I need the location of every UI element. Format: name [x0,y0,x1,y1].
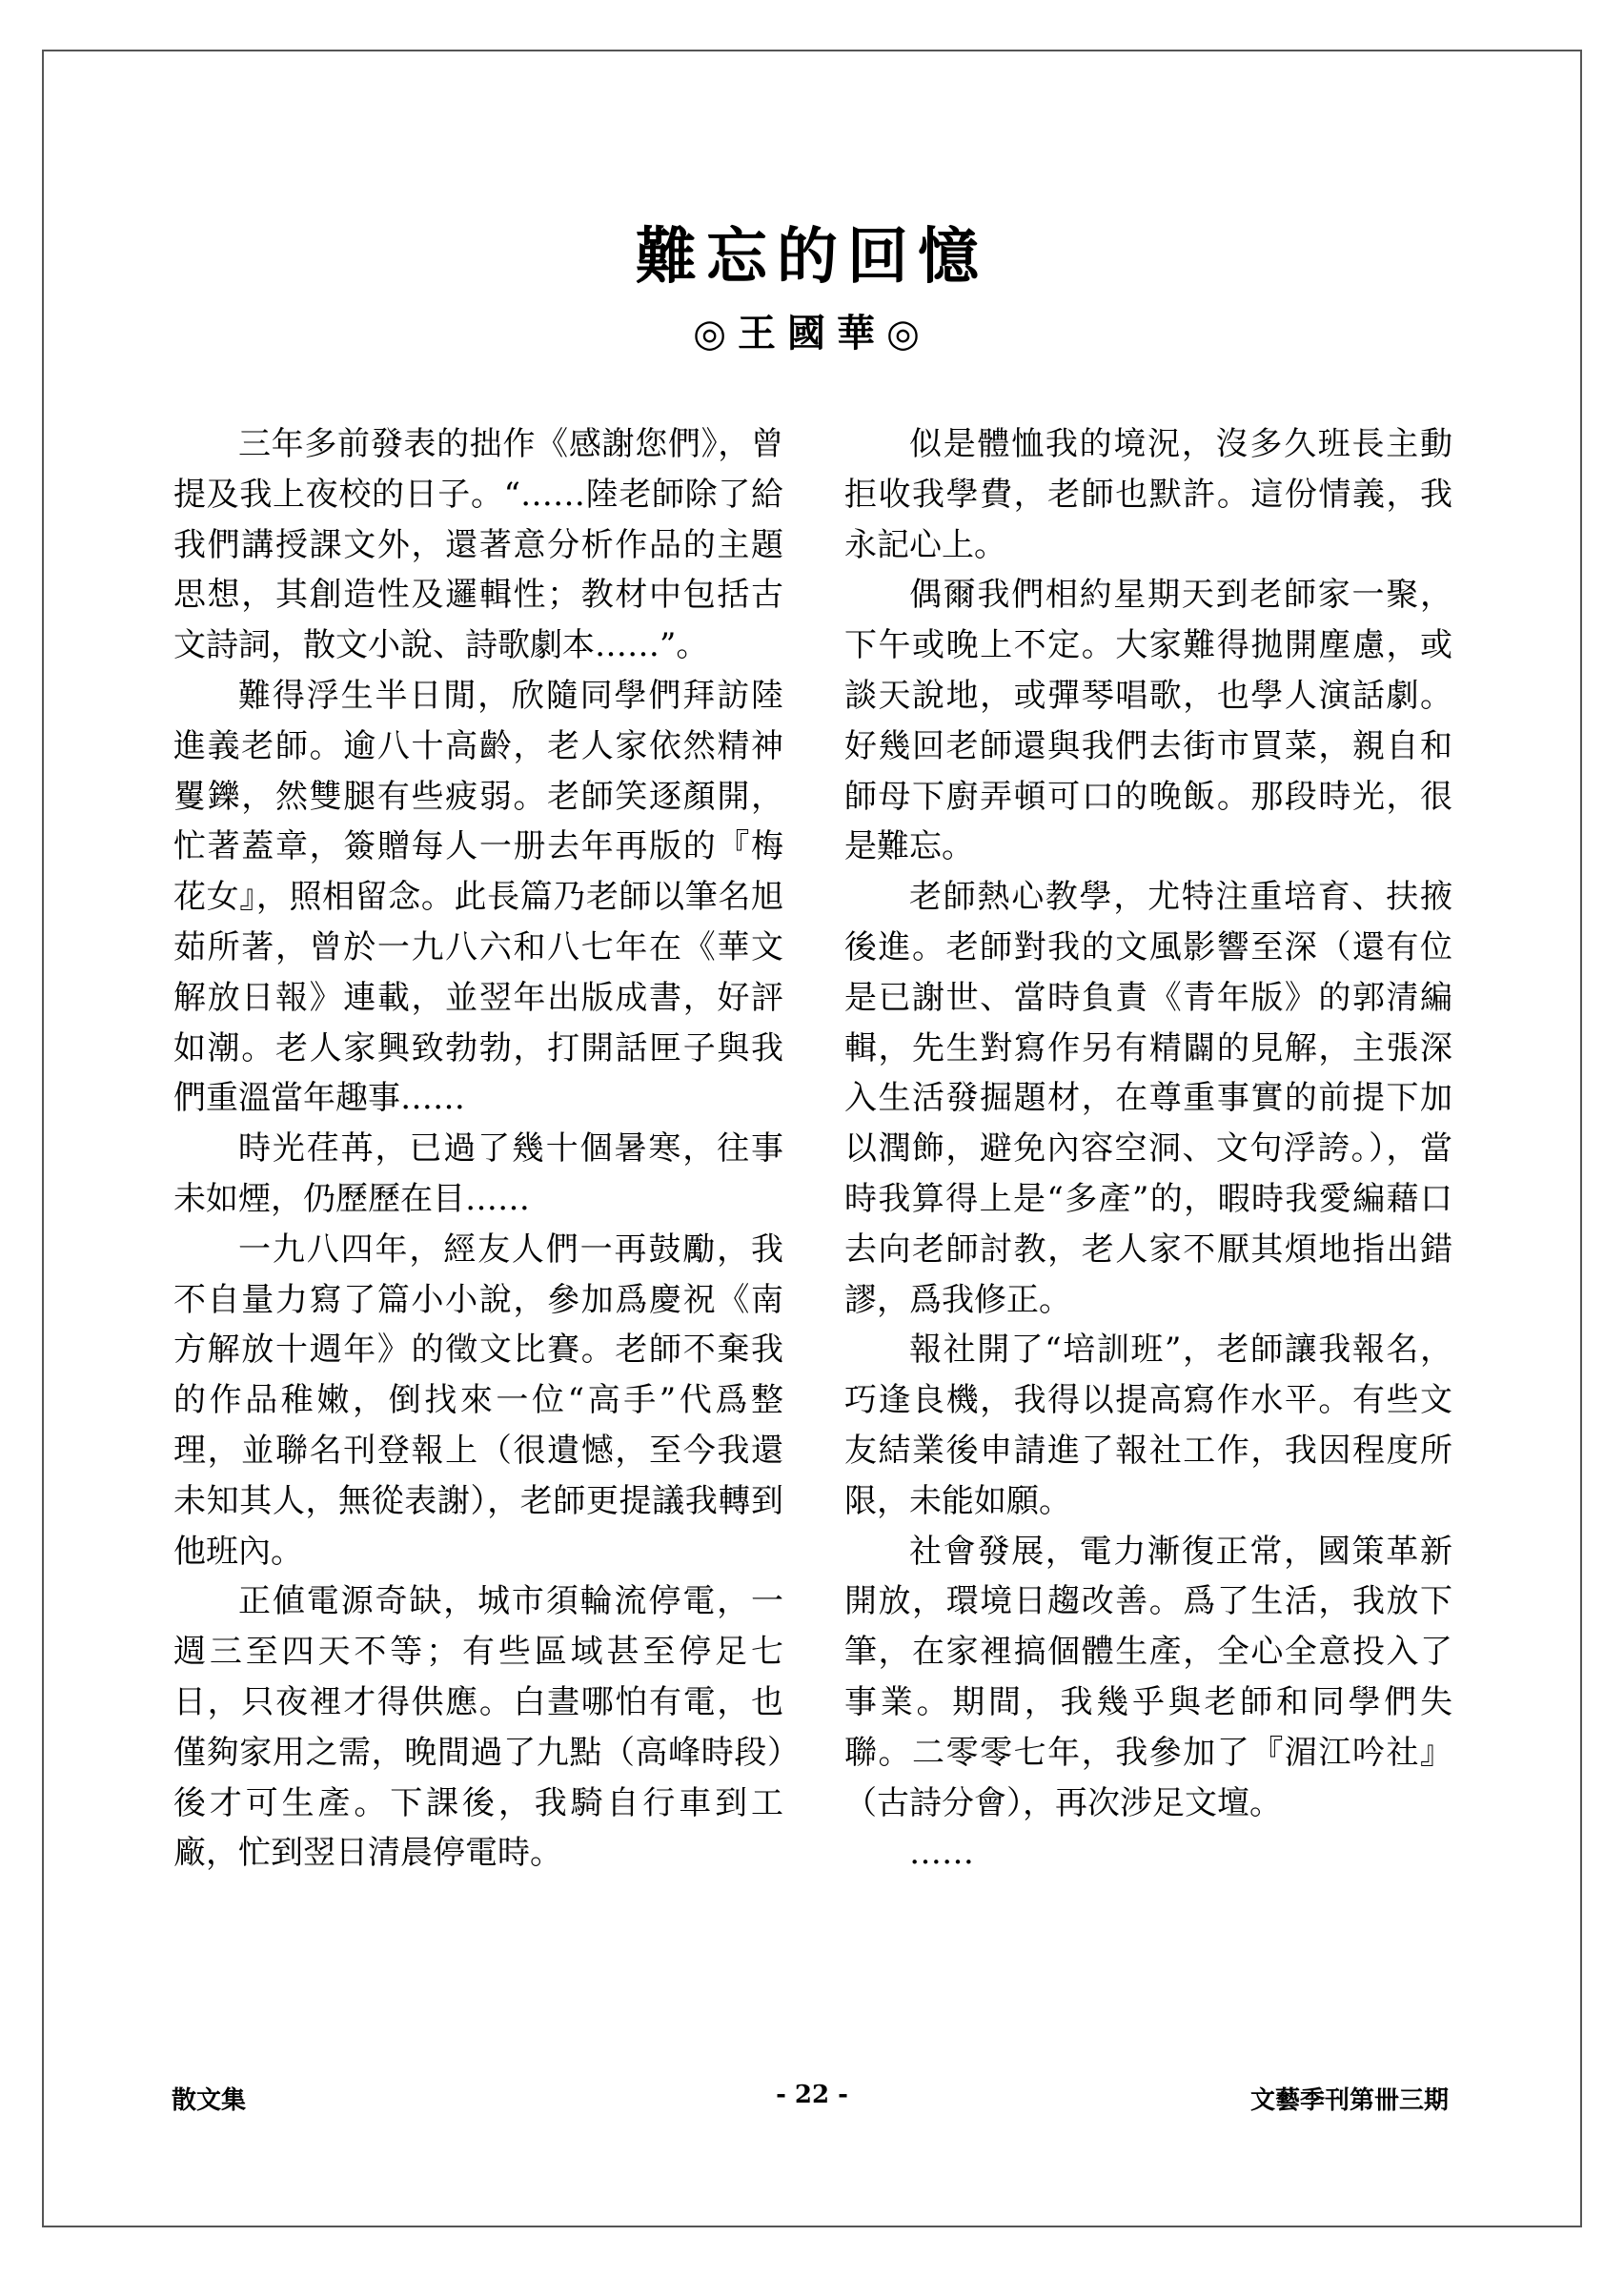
paragraph: 一九八四年，經友人們一再鼓勵，我不自量力寫了篇小小說，參加爲慶祝《南方解放十週年》的徵文比賽。老師不棄我的作品稚嫩，倒找來一位“高手”代爲整理，並聯名刊登報上（很遺憾，至今我還未知其人，無從表謝），老師更提議我轉到他班內。 [173,1230,783,1571]
right-column [844,419,1452,1879]
paragraph: 似是體恤我的境況，沒多久班長主動拒收我學費，老師也默許。這份情義，我永記心上。 [844,425,1452,564]
article-title: 難忘的回憶 [636,221,988,293]
publication-issue: 文藝季刊第卌三期 [1249,2086,1449,2115]
left-column [173,419,783,1879]
paragraph: 老師熱心教學，尤特注重培育、扶掖後進。老師對我的文風影響至深（還有位是已謝世、當時負責《青年版》的郭清編輯，先生對寫作另有精闢的見解，主張深入生活發掘題材，在尊重事實的前提下加以潤飾，避免內容空洞、文句浮誇。），當時我算得上是“多產”的，暇時我愛編藉口去向老師討教，老人家不厭其煩地指出錯謬，爲我修正。 [844,878,1452,1319]
paragraph: 難得浮生半日閒，欣隨同學們拜訪陸進義老師。逾八十高齡，老人家依然精神矍鑠，然雙腿有些疲弱。老師笑逐顏開，忙著蓋章，簽贈每人一册去年再版的『梅花女』，照相留念。此長篇乃老師以筆名旭茹所著，曾於一九八六和八七年在《華文解放日報》連載，並翌年出版成書，好評如潮。老人家興致勃勃，打開話匣子與我們重溫當年趣事…… [173,676,783,1118]
paragraph: 三年多前發表的拙作《感謝您們》，曾提及我上夜校的日子。“……陸老師除了給我們講授課文外，還著意分析作品的主題思想，其創造性及邏輯性；教材中包括古文詩詞，散文小說、詩歌劇本……”。 [173,425,783,665]
paragraph: 正値電源奇缺，城市須輪流停電，一週三至四天不等；有些區域甚至停足七日，只夜裡才得供應。白晝哪怕有電，也僅夠家用之需，晚間過了九點（高峰時段）後才可生產。下課後，我騎自行車到工廠，忙到翌日清晨停電時。 [173,1582,783,1873]
paragraph: 偶爾我們相約星期天到老師家一聚，下午或晚上不定。大家難得拋開塵慮，或談天說地，或彈琴唱歌，也學人演話劇。好幾回老師還與我們去街市買菜，親自和師母下廚弄頓可口的晚飯。那段時光，很是難忘。 [844,576,1452,866]
paragraph: 時光荏苒，已過了幾十個暑寒，往事未如煙，仍歷歷在目…… [173,1129,783,1218]
page-number: - 22 - [776,2081,848,2109]
paragraph: 社會發展，電力漸復正常，國策革新開放，環境日趨改善。爲了生活，我放下筆，在家裡搞個體生產，全心全意投入了事業。期間，我幾乎與老師和同學們失聯。二零零七年，我參加了『湄江吟社』（古詩分會），再次涉足文壇。 [844,1532,1452,1822]
footer-section-label: 散文集 [172,2086,247,2115]
paragraph-ellipsis: …… [909,1834,974,1873]
author-byline: ◎王國華◎ [693,311,931,356]
paragraph: 報社開了“培訓班”，老師讓我報名，巧逢良機，我得以提高寫作水平。有些文友結業後申請進了報社工作，我因程度所限，未能如願。 [844,1331,1452,1520]
